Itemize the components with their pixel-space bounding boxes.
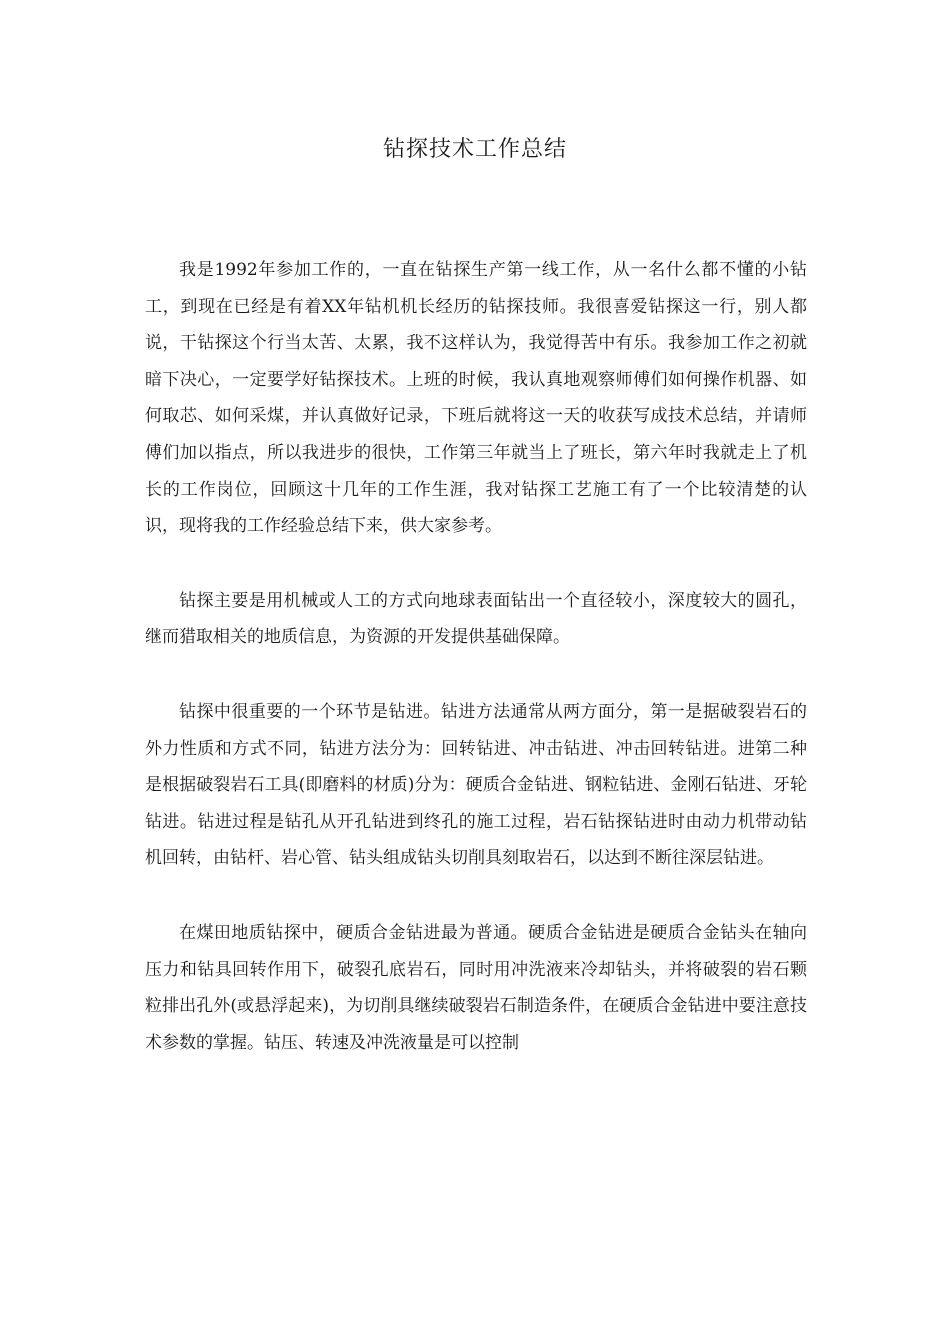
- paragraph-1: 我是1992年参加工作的，一直在钻探生产第一线工作，从一名什么都不懂的小钻工，到现在已经是有着XX年钻机机长经历的钻探技师。我很喜爱钻探这一行，别人都说，干钻探这个行当太苦、太累，我不这样认为，我觉得苦中有乐。我参加工作之初就暗下决心，一定要学好钻探技术。上班的时候，我认真地观察师傅们如何操作机器、如何取芯、如何采煤，并认真做好记录，下班后就将这一天的收获写成技术总结，并请师傅们加以指点，所以我进步的很快，工作第三年就当上了班长，第六年时我就走上了机长的工作岗位，回顾这十几年的工作生涯，我对钻探工艺施工有了一个比较清楚的认识，现将我的工作经验总结下来，供大家参考。: [145, 260, 807, 537]
- document-title: 钻探技术工作总结: [382, 137, 567, 162]
- paragraph-2: 钻探主要是用机械或人工的方式向地球表面钻出一个直径较小，深度较大的圆孔，继而猎取相关的地质信息，为资源的开发提供基础保障。: [145, 590, 807, 648]
- paragraph-3: 钻探中很重要的一个环节是钻进。钻进方法通常从两方面分，第一是据破裂岩石的外力性质和方式不同，钻进方法分为：回转钻进、冲击钻进、冲击回转钻进。进第二种是根据破裂岩石工具(即磨料的材质)分为：硬质合金钻进、钢粒钻进、金刚石钻进、牙轮钻进。钻进过程是钻孔从开孔钻进到终孔的施工过程，岩石钻探钻进时由动力机带动钻机回转，由钻杆、岩心管、钻头组成钻头切削具刻取岩石，以达到不断往深层钻进。: [145, 701, 807, 869]
- paragraph-4: 在煤田地质钻探中，硬质合金钻进最为普通。硬质合金钻进是硬质合金钻头在轴向压力和钻具回转作用下，破裂孔底岩石，同时用冲洗液来冷却钻头，并将破裂的岩石颗粒排出孔外(或悬浮起来)，为切削具继续破裂岩石制造条件，在硬质合金钻进中要注意技术参数的掌握。钻压、转速及冲洗液量是可以控制: [145, 922, 807, 1053]
- document-body: [145, 252, 807, 1099]
